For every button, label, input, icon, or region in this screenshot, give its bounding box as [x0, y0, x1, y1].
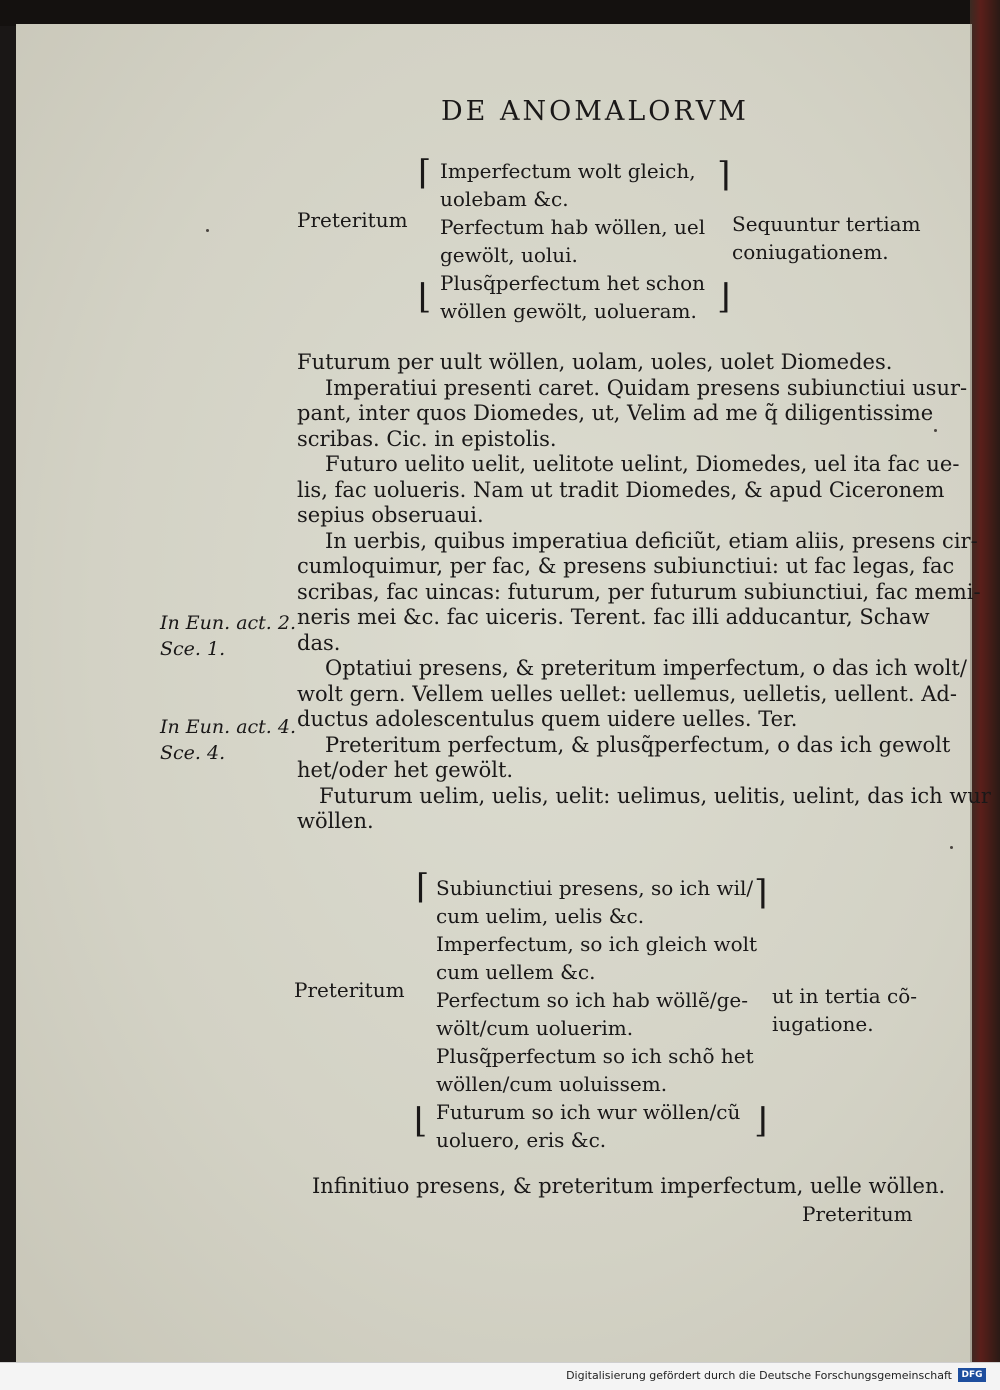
section2-note	[772, 982, 917, 1038]
brace-top-left: ⌈	[418, 153, 432, 193]
text-line: In uerbis, quibus imperatiua deficiũt, etiam aliis, presens cir-	[325, 528, 978, 553]
running-head: DE ANOMALORVM	[441, 96, 749, 127]
paper-speck	[934, 429, 937, 432]
text-line: das.	[297, 630, 341, 655]
text-line: Futuro uelito uelit, uelitote uelint, Diomedes, uel ita fac ue-	[325, 452, 960, 476]
table-line: uolebam &c.	[440, 187, 569, 211]
body-text	[297, 350, 991, 835]
scan-border-top	[0, 0, 1000, 26]
table-line: Futurum so ich wur wöllen/cũ	[436, 1100, 741, 1124]
note-line: ut in tertia cõ-	[772, 984, 918, 1008]
margin-note: In Eun. act. 4.	[160, 716, 297, 738]
table-line: Imperfectum, so ich gleich wolt	[436, 932, 758, 956]
table-line: Perfectum hab wöllen, uel	[440, 215, 706, 239]
brace-top-right: ⌉	[717, 155, 731, 195]
paper-speck	[950, 846, 953, 849]
brace-bottom-left: ⌊	[414, 1101, 428, 1141]
footer-credit: Digitalisierung gefördert durch die Deutsche Forschungsgemeinschaft	[566, 1369, 952, 1382]
note-line: coniugationem.	[732, 240, 889, 264]
margin-note: In Eun. act. 2.	[160, 612, 297, 634]
paper-speck	[206, 229, 209, 232]
dfg-logo: DFG	[958, 1368, 986, 1382]
section1-forms	[440, 157, 705, 325]
section2-forms	[436, 874, 757, 1154]
table-line: cum uellem &c.	[436, 960, 596, 984]
text-line: cumloquimur, per fac, & presens subiunctiui: ut fac legas, fac	[297, 554, 955, 578]
text-line: Futurum per uult wöllen, uolam, uoles, uolet Diomedes.	[297, 350, 893, 374]
table-line: Imperfectum wolt gleich,	[440, 159, 696, 183]
text-line: wöllen.	[297, 809, 374, 833]
text-line: scribas, fac uincas: futurum, per futurum subiunctiui, fac memi-	[297, 579, 981, 604]
text-line: Optatiui presens, & preteritum imperfectum, o das ich wolt/	[325, 656, 967, 680]
text-line: neris mei &c. fac uiceris. Terent. fac illi adducantur, Schaw	[297, 605, 930, 629]
table-line: uoluero, eris &c.	[436, 1128, 607, 1152]
brace-bottom-left: ⌊	[418, 277, 432, 317]
table-line: wölt/cum uoluerim.	[436, 1016, 634, 1040]
section2-label: Preteritum	[294, 978, 405, 1002]
section1-note	[732, 210, 921, 266]
text-line: scribas. Cic. in epistolis.	[297, 426, 557, 451]
brace-top-left: ⌈	[416, 867, 430, 907]
table-line: cum uelim, uelis &c.	[436, 904, 645, 928]
text-line: Imperatiui presenti caret. Quidam presens subiunctiui usur-	[325, 375, 968, 400]
text-line: Preteritum perfectum, & plusq̃perfectum, o das ich gewolt	[325, 732, 951, 757]
note-line: iugatione.	[772, 1012, 874, 1036]
text-line: wolt gern. Vellem uelles uellet: uellemus, uelletis, uellent. Ad-	[297, 681, 957, 706]
text-line: ductus adolescentulus quem uidere uelles. Ter.	[297, 707, 798, 731]
text-line: lis, fac uolueris. Nam ut tradit Diomedes, & apud Ciceronem	[297, 477, 945, 502]
book-page	[16, 24, 991, 1362]
brace-bottom-right: ⌋	[754, 1101, 768, 1141]
margin-note: Sce. 1.	[160, 638, 226, 660]
text-line: pant, inter quos Diomedes, ut, Velim ad me q̃ diligentissime	[297, 401, 934, 425]
text-line: Futurum uelim, uelis, uelit: uelimus, uelitis, uelint, das ich wur	[319, 783, 991, 808]
text-line: sepius obseruaui.	[297, 503, 484, 527]
catchword: Preteritum	[802, 1202, 913, 1226]
section1-label: Preteritum	[297, 208, 408, 232]
brace-top-right: ⌉	[754, 873, 768, 913]
infinitive-line: Infinitiuo presens, & preteritum imperfectum, uelle wöllen.	[312, 1174, 946, 1198]
brace-bottom-right: ⌋	[717, 277, 731, 317]
table-line: gewölt, uolui.	[440, 243, 578, 267]
table-line: Perfectum so ich hab wöllẽ/ge-	[436, 988, 749, 1012]
table-line: wöllen/cum uoluissem.	[436, 1072, 668, 1096]
footer-bar	[0, 1362, 1000, 1390]
table-line: wöllen gewölt, uolueram.	[440, 299, 697, 323]
table-line: Plusq̃perfectum het schon	[440, 271, 706, 295]
table-line: Subiunctiui presens, so ich wil/	[436, 876, 754, 900]
table-line: Plusq̃perfectum so ich schõ het	[436, 1044, 754, 1068]
text-line: het/oder het gewölt.	[297, 758, 514, 782]
note-line: Sequuntur tertiam	[732, 212, 921, 236]
margin-note: Sce. 4.	[160, 742, 226, 764]
